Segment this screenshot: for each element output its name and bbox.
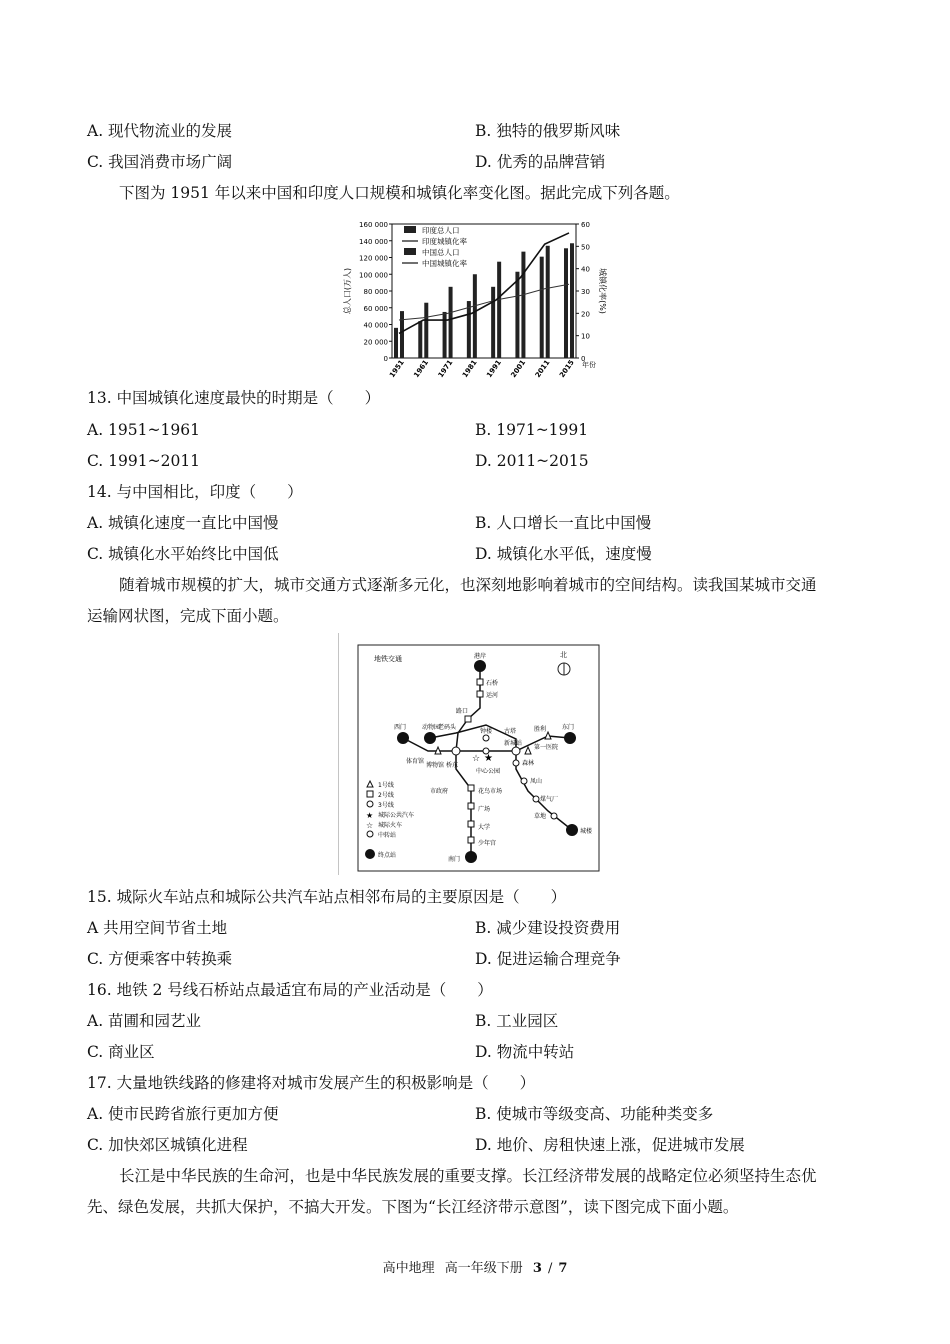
svg-text:新城站: 新城站 [504,740,523,747]
bar-india-population [443,312,447,358]
legend-label: 印度城镇化率 [422,237,467,246]
svg-text:南门: 南门 [448,856,461,863]
map-intro-line2: 运输网状图，完成下面小题。 [87,607,289,625]
q15-stem: 15. 城际火车站点和城际公共汽车站点相邻布局的主要原因是（ ） [87,888,567,906]
footer-separator: / [547,1261,553,1276]
terminal-icon [397,732,409,744]
bar-india-population [394,328,398,358]
q14-option-a: A. 城镇化速度一直比中国慢 [87,514,279,532]
y-tick-label: 160 000 [359,221,388,229]
population-urbanization-chart [330,212,620,380]
q16-option-d: D. 物流中转站 [475,1043,575,1061]
y-right-tick-label: 50 [581,243,590,252]
svg-text:草地: 草地 [534,813,547,820]
svg-text:体育馆: 体育馆 [406,758,425,765]
svg-text:老码头: 老码头 [438,724,457,731]
y-tick-label: 120 000 [359,254,388,263]
svg-text:动物园: 动物园 [422,724,441,731]
bar-china-population [400,311,404,358]
svg-text:古塔: 古塔 [504,728,517,735]
bar-india-population [418,321,422,358]
legend-label: 中国城镇化率 [422,259,467,268]
svg-text:钟楼: 钟楼 [480,728,493,735]
svg-text:市政府: 市政府 [430,788,449,795]
bar-india-population [491,287,495,358]
svg-text:运河: 运河 [486,692,499,699]
svg-text:中转站: 中转站 [378,832,397,839]
legend-label: 印度总人口 [422,226,460,235]
footer-total-pages: 7 [558,1261,568,1276]
q16-option-b: B. 工业园区 [475,1012,559,1030]
svg-text:3号线: 3号线 [378,802,394,809]
bar-china-population [473,274,477,358]
q15-option-c: C. 方便乘客中转换乘 [87,950,233,968]
y-tick-label: 40 000 [363,321,388,330]
svg-text:2号线: 2号线 [378,792,394,799]
q16-option-c: C. 商业区 [87,1043,155,1061]
svg-text:城际火车: 城际火车 [378,822,403,829]
y-tick-label: 0 [383,355,388,363]
bar-china-population [449,287,453,358]
footer-grade: 高一年级下册 [444,1261,523,1276]
footer-subject: 高中地理 [382,1261,435,1276]
y-tick-label: 20 000 [363,338,388,347]
yangtze-intro-line1: 长江是中华民族的生命河，也是中华民族发展的重要支撑。长江经济带发展的战略定位必须坚持生态优 [119,1167,817,1185]
svg-text:东门: 东门 [562,724,575,731]
q17-stem: 17. 大量地铁线路的修建将对城市发展产生的积极影响是（ ） [87,1074,536,1092]
q16-stem: 16. 地铁 2 号线石桥站点最适宜布局的产业活动是（ ） [87,981,493,999]
x-tick-label: 1981 [460,358,479,380]
q13-option-c: C. 1991~2011 [87,452,201,470]
q17-option-b: B. 使城市等级变高、功能种类变多 [475,1105,714,1123]
y-right-tick-label: 40 [581,265,590,274]
y-tick-label: 140 000 [359,237,388,246]
svg-text:路口: 路口 [456,708,469,715]
svg-text:石桥: 石桥 [486,680,499,687]
svg-text:城楼: 城楼 [580,828,593,835]
q15-option-d: D. 促进运输合理竞争 [475,950,621,968]
terminal-icon [474,660,486,672]
svg-text:凤山: 凤山 [530,778,543,785]
q12-option-a: A. 现代物流业的发展 [87,122,233,140]
map-legend [365,781,414,859]
x-tick-label: 1961 [412,358,431,380]
svg-text:大学: 大学 [478,824,491,831]
q17-option-d: D. 地价、房租快速上涨，促进城市发展 [475,1136,745,1154]
q14-option-c: C. 城镇化水平始终比中国低 [87,545,279,563]
yangtze-intro-line2: 先、绿色发展，共抓大保护，不搞大开发。下图为“长江经济带示意图”，读下图完成下面小题。 [87,1198,739,1216]
terminal-icon [465,851,477,863]
svg-text:★: ★ [366,811,374,820]
metro-network-map [338,633,614,875]
q17-option-c: C. 加快郊区城镇化进程 [87,1136,248,1154]
y-tick-label: 80 000 [363,288,388,296]
terminal-icon [424,732,436,744]
svg-text:博物馆: 博物馆 [426,762,445,769]
bar-india-population [540,257,544,358]
legend-label: 中国总人口 [422,248,460,257]
y-right-tick-label: 60 [581,221,590,229]
intercity-bus-icon: ★ [484,753,493,764]
svg-text:煤气厂: 煤气厂 [540,796,559,803]
y-right-tick-label: 30 [581,288,590,296]
svg-text:少年宫: 少年宫 [478,840,497,847]
footer-page-number: 3 [532,1261,542,1276]
q15-option-a: A 共用空间节省土地 [87,919,228,937]
svg-text:森林: 森林 [522,760,535,767]
y-right-axis-label: 城镇化率(%) [598,268,607,314]
q15-option-b: B. 减少建设投资费用 [475,919,621,937]
x-tick-label: 2015 [558,358,576,380]
map-intro-line1: 随着城市规模的扩大，城市交通方式逐渐多元化，也深刻地影响着城市的空间结构。读我国某城市交通 [119,576,817,594]
x-tick-label: 1951 [388,358,406,380]
q13-stem: 13. 中国城镇化速度最快的时期是（ ） [87,389,381,407]
bar-china-population [521,252,525,358]
x-tick-label: 1971 [436,358,455,380]
legend-swatch [404,248,416,255]
y-axis-label: 总人口(万人) [343,267,352,315]
svg-text:1号线: 1号线 [378,782,394,789]
q12-option-d: D. 优秀的品牌营销 [475,153,606,171]
intercity-train-icon: ☆ [472,754,481,764]
x-tick-label: 2001 [509,358,528,380]
x-axis-label: 年份 [582,361,596,369]
x-tick-label: 2011 [533,358,552,380]
y-tick-label: 60 000 [363,304,388,313]
x-tick-label: 1991 [485,358,503,380]
bar-china-population [424,303,428,358]
q17-option-a: A. 使市民跨省旅行更加方便 [87,1105,279,1123]
q14-option-d: D. 城镇化水平低，速度慢 [475,545,652,563]
map-title: 地铁交通 [374,655,402,663]
q16-option-a: A. 苗圃和园艺业 [87,1012,202,1030]
page-footer [0,1257,950,1276]
svg-text:港岸: 港岸 [474,653,487,660]
y-right-tick-label: 0 [581,355,586,363]
bar-india-population [515,272,519,358]
north-label: 北 [560,651,567,659]
svg-text:西门: 西门 [394,724,407,731]
q13-option-b: B. 1971~1991 [475,421,589,439]
svg-text:桥东: 桥东 [446,762,459,769]
svg-text:花鸟市场: 花鸟市场 [478,788,503,795]
bar-india-population [467,301,471,358]
chart-intro: 下图为 1951 年以来中国和印度人口规模和城镇化率变化图。据此完成下列各题。 [119,184,680,202]
q12-option-c: C. 我国消费市场广阔 [87,153,233,171]
svg-text:胜利: 胜利 [534,726,547,733]
q14-option-b: B. 人口增长一直比中国慢 [475,514,652,532]
y-tick-label: 100 000 [359,271,388,280]
y-right-tick-label: 20 [581,310,590,319]
terminal-icon [566,824,578,836]
svg-text:中心公园: 中心公园 [476,768,501,775]
svg-text:☆: ☆ [366,821,374,830]
q14-stem: 14. 与中国相比，印度（ ） [87,483,303,501]
svg-text:广场: 广场 [478,806,491,813]
terminal-icon [564,732,576,744]
q13-option-a: A. 1951~1961 [87,421,200,439]
y-right-tick-label: 10 [581,332,590,341]
q13-option-d: D. 2011~2015 [475,452,589,470]
legend-swatch [404,226,416,233]
bar-china-population [546,246,550,358]
svg-text:终点站: 终点站 [378,852,397,859]
bar-china-population [497,262,501,358]
q12-option-b: B. 独特的俄罗斯风味 [475,122,621,140]
svg-text:城际公共汽车: 城际公共汽车 [378,812,415,819]
bar-china-population [570,243,574,358]
bar-india-population [564,248,568,358]
svg-text:第一医院: 第一医院 [534,744,559,751]
